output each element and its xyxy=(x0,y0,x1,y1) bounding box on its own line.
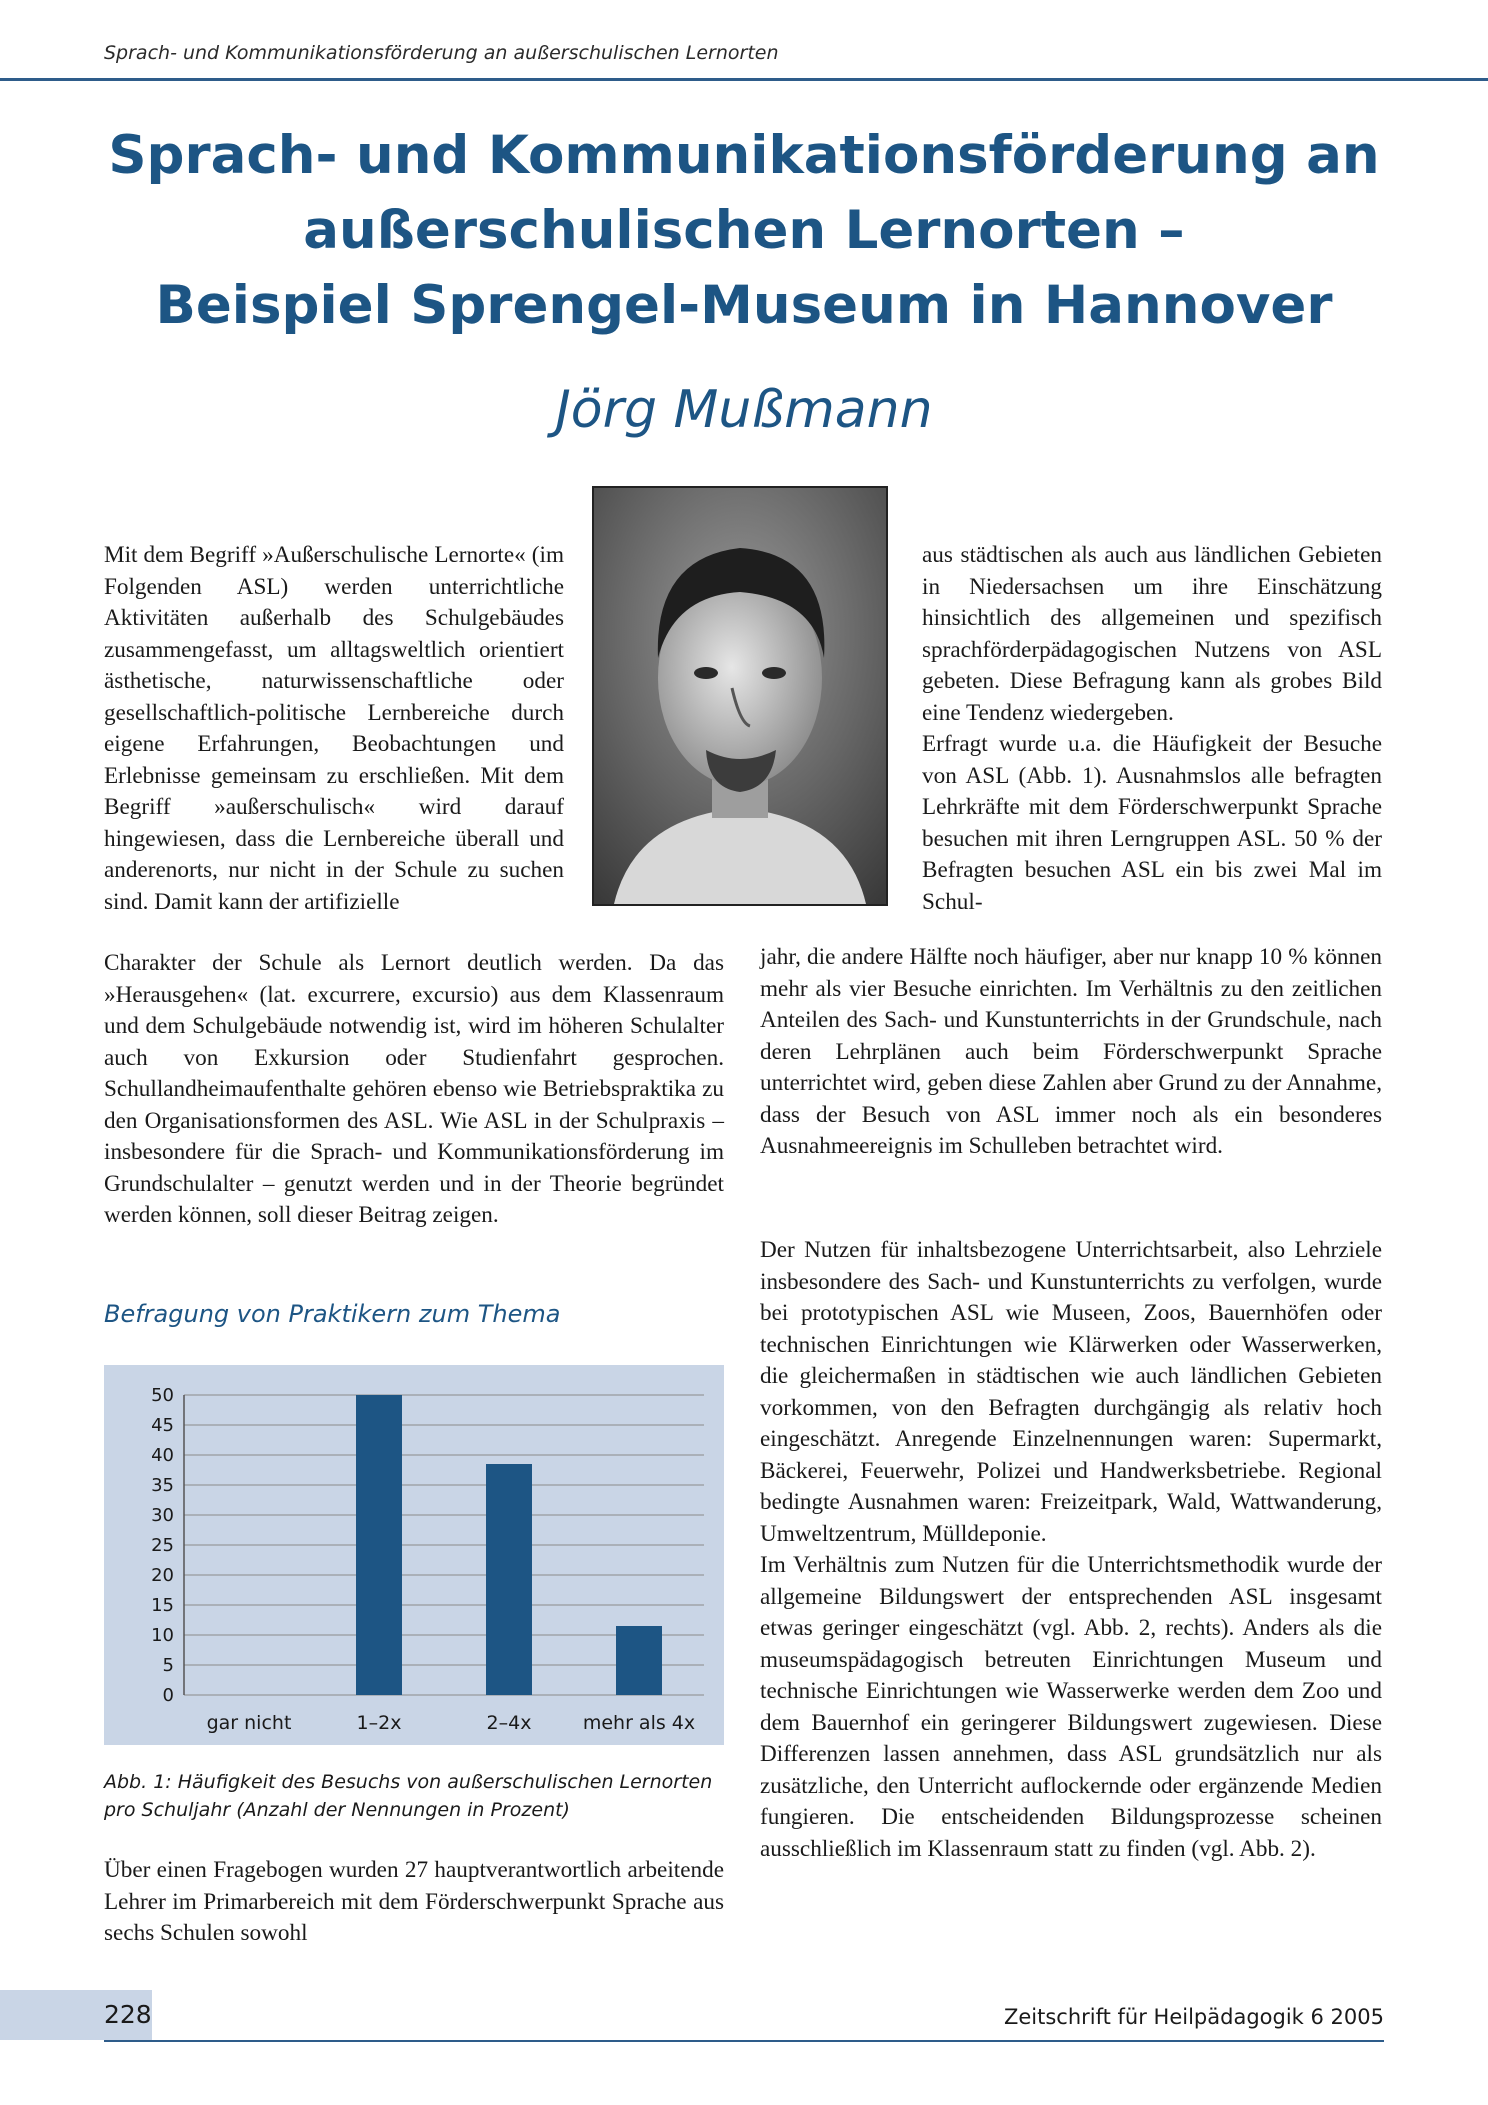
footer-rule xyxy=(104,2040,1384,2042)
x-tick-label: 2–4x xyxy=(486,1712,532,1734)
bar xyxy=(486,1464,532,1695)
title-line-2: außerschulischen Lernorten – xyxy=(303,200,1185,261)
y-tick-label: 50 xyxy=(151,1385,174,1406)
author-name: Jörg Mußmann xyxy=(555,380,933,440)
y-tick-label: 35 xyxy=(151,1475,174,1496)
journal-name: Zeitschrift für Heilpädagogik 6 2005 xyxy=(1003,2005,1384,2029)
x-tick-label: mehr als 4x xyxy=(582,1712,696,1734)
paragraph-right-1: aus städtischen als auch aus ländlichen Gebieten in Niedersachsen um ihre Einschätzung hinsichtlich des allgemeinen und spezifisch sprachförderpädagogischen Nutzens von ASL gebeten. Diese Befragung kann als grobes Bild eine Tendenz wiedergeben. xyxy=(922,542,1382,726)
paragraph-right-4: Im Verhältnis zum Nutzen für die Unterrichtsmethodik wurde der allgemeine Bildungswert der entsprechenden ASL insgesamt etwas geringer eingeschätzt (vgl. Abb. 2, rechts). Anders als die museumspädagogisch betreuten Einrichtungen Museum und technische Einrichtungen wie Wasserwerke werden dem Zoo und dem Bauernhof ein geringerer Bildungswert zugewiesen. Diese Differenzen lassen annehmen, dass ASL grundsätzlich nur als zusätzliche, den Unterricht auflockernde oder ergänzende Medien fungieren. Die entscheidenden Bildungsprozesse scheinen ausschließlich im Klassenraum statt zu finden (vgl. Abb. 2). xyxy=(760,1552,1382,1862)
y-tick-label: 5 xyxy=(162,1655,174,1676)
body-right-top xyxy=(922,540,1382,918)
header-rule xyxy=(0,78,1488,81)
y-tick-label: 15 xyxy=(151,1595,174,1616)
body-left-bottom xyxy=(104,1855,724,1950)
bar xyxy=(616,1626,662,1695)
bar-chart xyxy=(104,1365,724,1745)
title-line-1: Sprach- und Kommunikationsförderung an xyxy=(108,125,1380,186)
title-line-3: Beispiel Sprengel-Museum in Hannover xyxy=(155,275,1333,336)
paragraph-survey: Über einen Fragebogen wurden 27 hauptverantwortlich arbeitende Lehrer im Primarbereich mit dem Förderschwerpunkt Sprache aus sechs Schulen sowohl xyxy=(104,1857,724,1946)
body-right-lower xyxy=(760,1235,1382,1865)
page-number: 228 xyxy=(104,2000,152,2029)
bar-chart-svg xyxy=(104,1365,724,1745)
y-tick-label: 0 xyxy=(162,1685,174,1706)
y-tick-label: 30 xyxy=(151,1505,174,1526)
paragraph-right-2: Erfragt wurde u.a. die Häufigkeit der Besuche von ASL (Abb. 1). Ausnahmslos alle befragten Lehrkräfte mit dem Förderschwerpunkt Sprache besuchen mit ihren Lerngruppen ASL. 50 % der Befragten besuchen ASL ein bis zwei Mal im Schul- xyxy=(922,731,1382,915)
y-tick-label: 40 xyxy=(151,1445,174,1466)
figure-caption: Abb. 1: Häufigkeit des Besuchs von außerschulischen Lernorten pro Schuljahr (Anzahl der Nennungen in Prozent) xyxy=(104,1771,713,1821)
body-left-top xyxy=(104,540,564,918)
body-left-wide xyxy=(104,948,724,1232)
x-tick-label: 1–2x xyxy=(356,1712,402,1734)
paragraph-right-3: Der Nutzen für inhaltsbezogene Unterrichtsarbeit, also Lehrziele insbesondere des Sach- und Kunstunterrichts zu verfolgen, wurde bei prototypischen ASL wie Museen, Zoos, Bauernhöfen oder technischen Einrichtungen wie Klärwerken oder Wasserwerken, die gleichermaßen in städtischen wie auch ländlichen Gebieten vorkommen, von den Befragten durchgängig als relativ hoch eingeschätzt. Anregende Einzelnennungen waren: Supermarkt, Bäckerei, Feuerwehr, Polizei und Handwerksbetriebe. Regional bedingte Ausnahmen waren: Freizeitpark, Wald, Wattwanderung, Umweltzentrum, Mülldeponie. xyxy=(760,1237,1382,1547)
y-tick-label: 25 xyxy=(151,1535,174,1556)
article-title xyxy=(104,118,1384,343)
running-head: Sprach- und Kommunikationsförderung an außerschulischen Lernorten xyxy=(104,42,779,64)
paragraph-intro: Mit dem Begriff »Außerschulische Lernorte« (im Folgenden ASL) werden unterrichtliche Aktivitäten außerhalb des Schulgebäudes zusammengefasst, um alltagsweltlich orientiert ästhetische, naturwissenschaftliche oder gesellschaftlich-politische Lernbereiche durch eigene Erfahrungen, Beobachtungen und Erlebnisse gemeinsam zu erschließen. Mit dem Begriff »außerschulisch« wird darauf hingewiesen, dass die Lernbereiche überall und anderenorts, nur nicht in der Schule zu suchen sind. Damit kann der artifizielle xyxy=(104,542,564,915)
y-tick-label: 20 xyxy=(151,1565,174,1586)
x-tick-label: gar nicht xyxy=(206,1712,292,1734)
paragraph-continuation: Charakter der Schule als Lernort deutlich werden. Da das »Herausgehen« (lat. excurrere, excursio) aus dem Klassenraum und dem Schulgebäude notwendig ist, wird im höheren Schulalter auch von Exkursion oder Studienfahrt gesprochen. Schullandheimaufenthalte gehören ebenso wie Betriebspraktika zu den Organisationsformen des ASL. Wie ASL in der Schulpraxis – insbesondere für die Sprach- und Kommunikationsförderung im Grundschulalter – genutzt werden und in der Theorie begründet werden können, soll dieser Beitrag zeigen. xyxy=(104,950,724,1228)
author-photo xyxy=(592,486,888,906)
paragraph-right-continuation: jahr, die andere Hälfte noch häufiger, aber nur knapp 10 % können mehr als vier Besuche einrichten. Im Verhältnis zu den zeitlichen Anteilen des Sach- und Kunstunterrichts in der Grundschule, nach deren Lehrplänen auch beim Förderschwerpunkt Sprache unterrichtet wird, geben diese Zahlen aber Grund zu der Annahme, dass der Besuch von ASL immer noch als ein besonderes Ausnahmeereignis im Schulleben betrachtet wird. xyxy=(760,944,1382,1159)
section-subheading: Befragung von Praktikern zum Thema xyxy=(104,1300,561,1328)
y-tick-label: 10 xyxy=(151,1625,174,1646)
bar xyxy=(356,1395,402,1695)
y-tick-label: 45 xyxy=(151,1415,174,1436)
body-right-wide xyxy=(760,942,1382,1163)
